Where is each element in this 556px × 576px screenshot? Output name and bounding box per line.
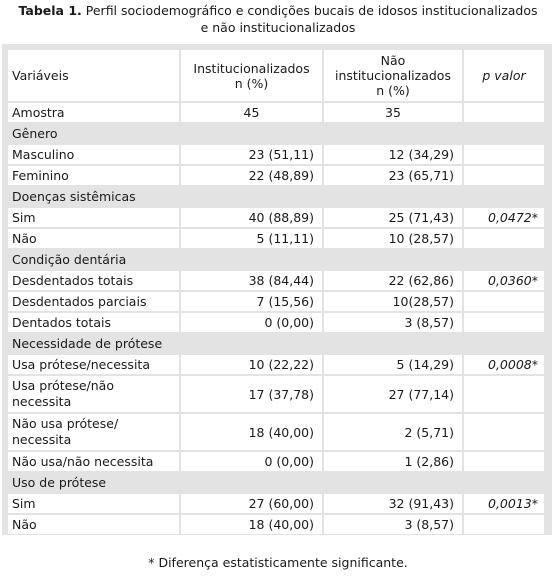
table-row [8, 271, 544, 290]
row-inst-value: 17 (37,78) [181, 376, 322, 412]
header-inst-line-1: Institucionalizados [193, 60, 310, 76]
table-row [8, 414, 544, 450]
row-label-line-2: necessita [12, 394, 72, 409]
row-label-line-1: Usa prótese/não [12, 378, 114, 393]
row-inst-value: 22 (48,89) [181, 166, 322, 185]
row-nao-value: 3 (8,57) [324, 313, 462, 332]
row-label: Usa prótese/necessita [8, 355, 179, 374]
header-nao-institucionalizados [324, 50, 462, 101]
table-row [8, 208, 544, 227]
table-row [8, 355, 544, 374]
row-nao-value: 22 (62,86) [324, 271, 462, 290]
row-inst-value: 40 (88,89) [181, 208, 322, 227]
row-p-value [464, 376, 544, 412]
row-inst-value: 18 (40,00) [181, 515, 322, 534]
header-institucionalizados [181, 50, 322, 101]
row-label: Dentados totais [8, 313, 179, 332]
row-label: Masculino [8, 145, 179, 164]
row-label [8, 376, 179, 412]
table-row [8, 166, 544, 185]
row-nao-value: 3 (8,57) [324, 515, 462, 534]
table-row [8, 313, 544, 332]
header-p-valor: p valor [464, 50, 544, 101]
header-inst-line-2: n (%) [234, 75, 269, 91]
row-nao-value: 2 (5,71) [324, 414, 462, 450]
row-inst-value: 23 (51,11) [181, 145, 322, 164]
row-inst-value: 27 (60,00) [181, 494, 322, 513]
table-row [8, 292, 544, 311]
row-label: Desdentados parciais [8, 292, 179, 311]
table-caption [0, 2, 556, 36]
section-title: Necessidade de prótese [8, 334, 544, 353]
row-label: Sim [8, 494, 179, 513]
caption-title: Perfil sociodemográfico e condições bucais de idosos institucionalizados [85, 3, 538, 18]
data-table [6, 48, 546, 536]
row-inst-value: 0 (0,00) [181, 313, 322, 332]
row-p-value [464, 292, 544, 311]
row-label-line-2: necessita [12, 432, 72, 447]
row-p-value [464, 452, 544, 471]
section-header-row [8, 250, 544, 269]
row-label [8, 414, 179, 450]
section-title: Doenças sistêmicas [8, 187, 544, 206]
row-p-value: 0,0360* [464, 271, 544, 290]
table-row [8, 452, 544, 471]
header-nao-line-3: n (%) [376, 83, 410, 98]
row-p-value [464, 414, 544, 450]
header-row [8, 50, 544, 101]
row-nao-value: 10(28,57) [324, 292, 462, 311]
row-label: Não [8, 515, 179, 534]
row-label-line-1: Não usa prótese/ [12, 416, 119, 431]
row-nao-value: 32 (91,43) [324, 494, 462, 513]
row-p-value: 0,0472* [464, 208, 544, 227]
row-p-value [464, 515, 544, 534]
row-p-value: 0,0008* [464, 355, 544, 374]
header-nao-line-1: Não [380, 53, 406, 68]
table-row [8, 376, 544, 412]
section-title: Condição dentária [8, 250, 544, 269]
row-label: Não [8, 229, 179, 248]
table-row [8, 515, 544, 534]
row-nao-value: 10 (28,57) [324, 229, 462, 248]
row-p-value [464, 166, 544, 185]
section-title: Uso de prótese [8, 473, 544, 492]
caption-line-2: e não institucionalizados [200, 20, 356, 35]
row-p-value [464, 313, 544, 332]
table-row [8, 229, 544, 248]
caption-label: Tabela 1. [18, 3, 82, 18]
row-p-value: 0,0013* [464, 494, 544, 513]
row-inst-value: 0 (0,00) [181, 452, 322, 471]
caption-line-1 [0, 2, 556, 19]
row-nao-value: 27 (77,14) [324, 376, 462, 412]
section-header-row [8, 334, 544, 353]
row-inst-value: 5 (11,11) [181, 229, 322, 248]
row-inst-value: 10 (22,22) [181, 355, 322, 374]
row-nao-value: 12 (34,29) [324, 145, 462, 164]
section-header-row [8, 187, 544, 206]
row-label: Sim [8, 208, 179, 227]
row-p-value [464, 145, 544, 164]
table-row [8, 145, 544, 164]
row-label: Feminino [8, 166, 179, 185]
row-inst-value: 18 (40,00) [181, 414, 322, 450]
section-header-row [8, 124, 544, 143]
header-variaveis: Variáveis [8, 50, 179, 101]
amostra-nao: 35 [324, 103, 462, 122]
row-nao-value: 5 (14,29) [324, 355, 462, 374]
amostra-p [464, 103, 544, 122]
table-frame [2, 44, 552, 535]
table-row [8, 494, 544, 513]
row-p-value [464, 229, 544, 248]
amostra-label: Amostra [8, 103, 179, 122]
row-label: Não usa/não necessita [8, 452, 179, 471]
row-label: Desdentados totais [8, 271, 179, 290]
section-header-row [8, 473, 544, 492]
row-nao-value: 1 (2,86) [324, 452, 462, 471]
row-nao-value: 23 (65,71) [324, 166, 462, 185]
amostra-row [8, 103, 544, 122]
section-title: Gênero [8, 124, 544, 143]
row-inst-value: 7 (15,56) [181, 292, 322, 311]
row-inst-value: 38 (84,44) [181, 271, 322, 290]
footnote: * Diferença estatisticamente significante. [148, 555, 408, 570]
header-nao-line-2: institucionalizados [335, 68, 451, 83]
amostra-inst: 45 [181, 103, 322, 122]
row-nao-value: 25 (71,43) [324, 208, 462, 227]
